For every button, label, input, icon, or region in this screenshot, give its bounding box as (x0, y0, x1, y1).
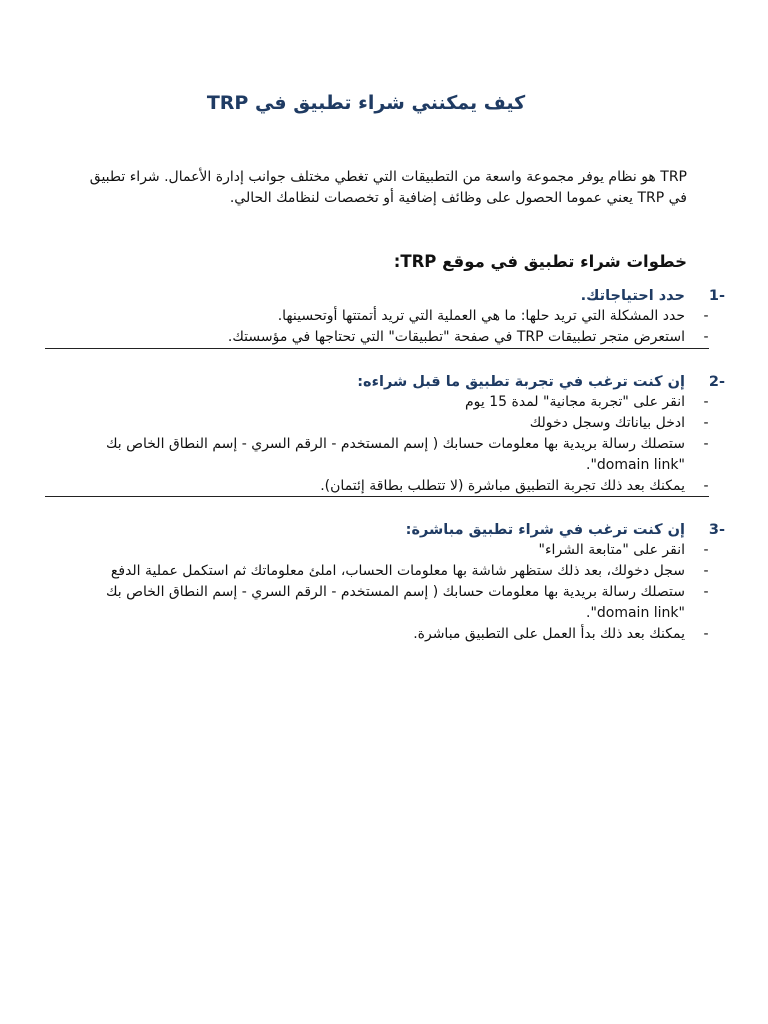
steps-heading: خطوات شراء تطبيق في موقع TRP: (393, 252, 687, 271)
bullet-text: ستصلك رسالة بريدية بها معلومات حسابك ( إسم المستخدم - الرقم السري - إسم النطاق الخاص بك "domain link". (105, 584, 685, 621)
section-header (44, 285, 727, 306)
bullet-marker: - (703, 626, 709, 642)
list-item (44, 476, 727, 497)
bullet-marker: - (703, 394, 709, 410)
section-2 (44, 371, 727, 497)
section-header (44, 519, 727, 540)
section-number: 3- (708, 521, 725, 538)
bullet-text: سجل دخولك، بعد ذلك ستظهر شاشة بها معلومات الحساب، املئ معلوماتك ثم استكمل عملية الدفع (110, 563, 685, 579)
section-3 (44, 519, 727, 645)
list-item (44, 306, 727, 327)
list-item (44, 561, 727, 582)
list-item (44, 413, 727, 434)
bullet-list (44, 392, 727, 497)
list-item (44, 582, 727, 624)
section-number: 1- (708, 287, 725, 304)
bullet-marker: - (703, 478, 709, 494)
bullet-list (44, 540, 727, 645)
bullet-marker: - (703, 542, 709, 558)
section-title: حدد احتياجاتك. (580, 287, 685, 304)
section-divider (45, 496, 709, 497)
bullet-text: حدد المشكلة التي تريد حلها: ما هي العملية التي تريد أتمتتها أوتحسينها. (277, 308, 685, 324)
list-item (44, 392, 727, 413)
section-1 (44, 285, 727, 348)
bullet-marker: - (703, 436, 709, 452)
section-header (44, 371, 727, 392)
bullet-text: ادخل بياناتك وسجل دخولك (529, 415, 685, 431)
section-title: إن كنت ترغب في تجربة تطبيق ما قبل شراءه: (357, 373, 685, 390)
bullet-text: يمكنك بعد ذلك تجربة التطبيق مباشرة (لا تتطلب بطاقة إئتمان). (320, 478, 685, 494)
list-item (44, 624, 727, 645)
list-item (44, 327, 727, 348)
list-item (44, 540, 727, 561)
bullet-marker: - (703, 584, 709, 600)
page-title: كيف يمكنني شراء تطبيق في TRP (206, 92, 526, 114)
bullet-marker: - (703, 329, 709, 345)
bullet-marker: - (703, 308, 709, 324)
section-number: 2- (708, 373, 725, 390)
bullet-text: يمكنك بعد ذلك بدأ العمل على التطبيق مباشرة. (413, 626, 685, 642)
bullet-marker: - (703, 415, 709, 431)
bullet-marker: - (703, 563, 709, 579)
bullet-list (44, 306, 727, 348)
section-divider (45, 348, 709, 349)
bullet-text: انقر على "متابعة الشراء" (538, 542, 685, 558)
bullet-text: ستصلك رسالة بريدية بها معلومات حسابك ( إسم المستخدم - الرقم السري - إسم النطاق الخاص بك "domain link". (105, 436, 685, 473)
intro-paragraph: TRP هو نظام يوفر مجموعة واسعة من التطبيقات التي تغطي مختلف جوانب إدارة الأعمال. شراء تطبيق في TRP يعني عموما الحصول على وظائف إضافية أو تخصصات لنظامك الحالي. (89, 169, 687, 206)
section-title: إن كنت ترغب في شراء تطبيق مباشرة: (405, 521, 685, 538)
bullet-text: استعرض متجر تطبيقات TRP في صفحة "تطبيقات" التي تحتاجها في مؤسستك. (227, 329, 685, 345)
bullet-text: انقر على "تجربة مجانية" لمدة 15 يوم (465, 394, 685, 410)
list-item (44, 434, 727, 476)
